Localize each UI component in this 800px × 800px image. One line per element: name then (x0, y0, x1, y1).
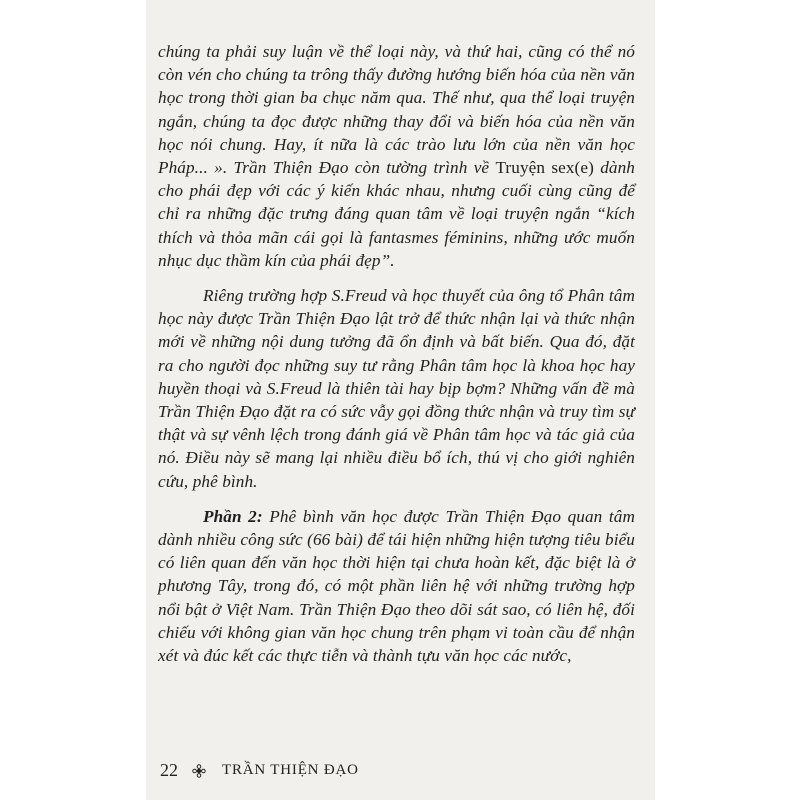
text-segment: Phê bình văn học được Trần Thiện Đạo quan tâm dành nhiều công sức (66 bài) để tái hiện những hiện tượng tiêu biểu có liên quan đến văn học thời hiện tại chưa hoàn kết, đặc biệt là ở phương Tây, trong đó, có một phần liên hệ với những trường hợp nổi bật ở Việt Nam. Trần Thiện Đạo theo dõi sát sao, có liên hệ, đối chiếu với không gian văn học chung trên phạm vi toàn cầu để nhận xét và đúc kết các thực tiễn và thành tựu văn học các nước, (158, 506, 636, 666)
page-footer (160, 760, 359, 781)
paragraph-1 (158, 40, 635, 272)
left-margin (0, 0, 146, 800)
body-text (158, 40, 635, 667)
paragraph-2 (158, 284, 635, 493)
text-segment: chúng ta phải suy luận về thể loại này, và thứ hai, cũng có thể nó còn vén cho chúng ta trông thấy đường hướng biến hóa của nền văn học trong thời gian ba chục năm qua. Thế như, qua thể loại truyện ngắn, chúng ta đọc được những thay đổi và biến hóa của nền văn học nói chung. Hay, ít nữa là các trào lưu lớn của nền văn học Pháp... ». Trần Thiện Đạo còn tường trình về (158, 42, 635, 178)
right-margin (655, 0, 800, 800)
section-heading: Phần 2: (203, 506, 263, 526)
text-segment-upright: Truyện sex(e) (495, 158, 594, 178)
flower-ornament-icon (192, 764, 206, 778)
page-number: 22 (160, 760, 178, 780)
book-page (146, 0, 655, 800)
paragraph-3 (158, 505, 635, 667)
text-segment: dành cho phái đẹp với các ý kiến khác nhau, nhưng cuối cùng cũng để chỉ ra những đặc trưng đáng quan tâm về loại truyện ngắn “kích thích và thỏa mãn cái gọi là fantasmes féminins, những ước muốn nhục dục thầm kín của phái đẹp”. (158, 158, 635, 270)
running-head: TRẦN THIỆN ĐẠO (222, 762, 359, 778)
text-segment: Riêng trường hợp S.Freud và học thuyết của ông tổ Phân tâm học này được Trần Thiện Đạo lật trở để thức nhận lại và thức nhận mới về những nội dung tưởng đã ổn định và bất biến. Qua đó, đặt ra cho người đọc những suy tư rằng Phân tâm học là khoa học hay huyền thoại và S.Freud là thiên tài hay bịp bợm? Những vấn đề mà Trần Thiện Đạo đặt ra có sức vẫy gọi đồng thức nhận và truy tìm sự thật và sự vênh lệch trong đánh giá về Phân tâm học và tác giả của nó. Điều này sẽ mang lại nhiều điều bổ ích, thú vị cho giới nghiên cứu, phê bình. (158, 286, 635, 491)
